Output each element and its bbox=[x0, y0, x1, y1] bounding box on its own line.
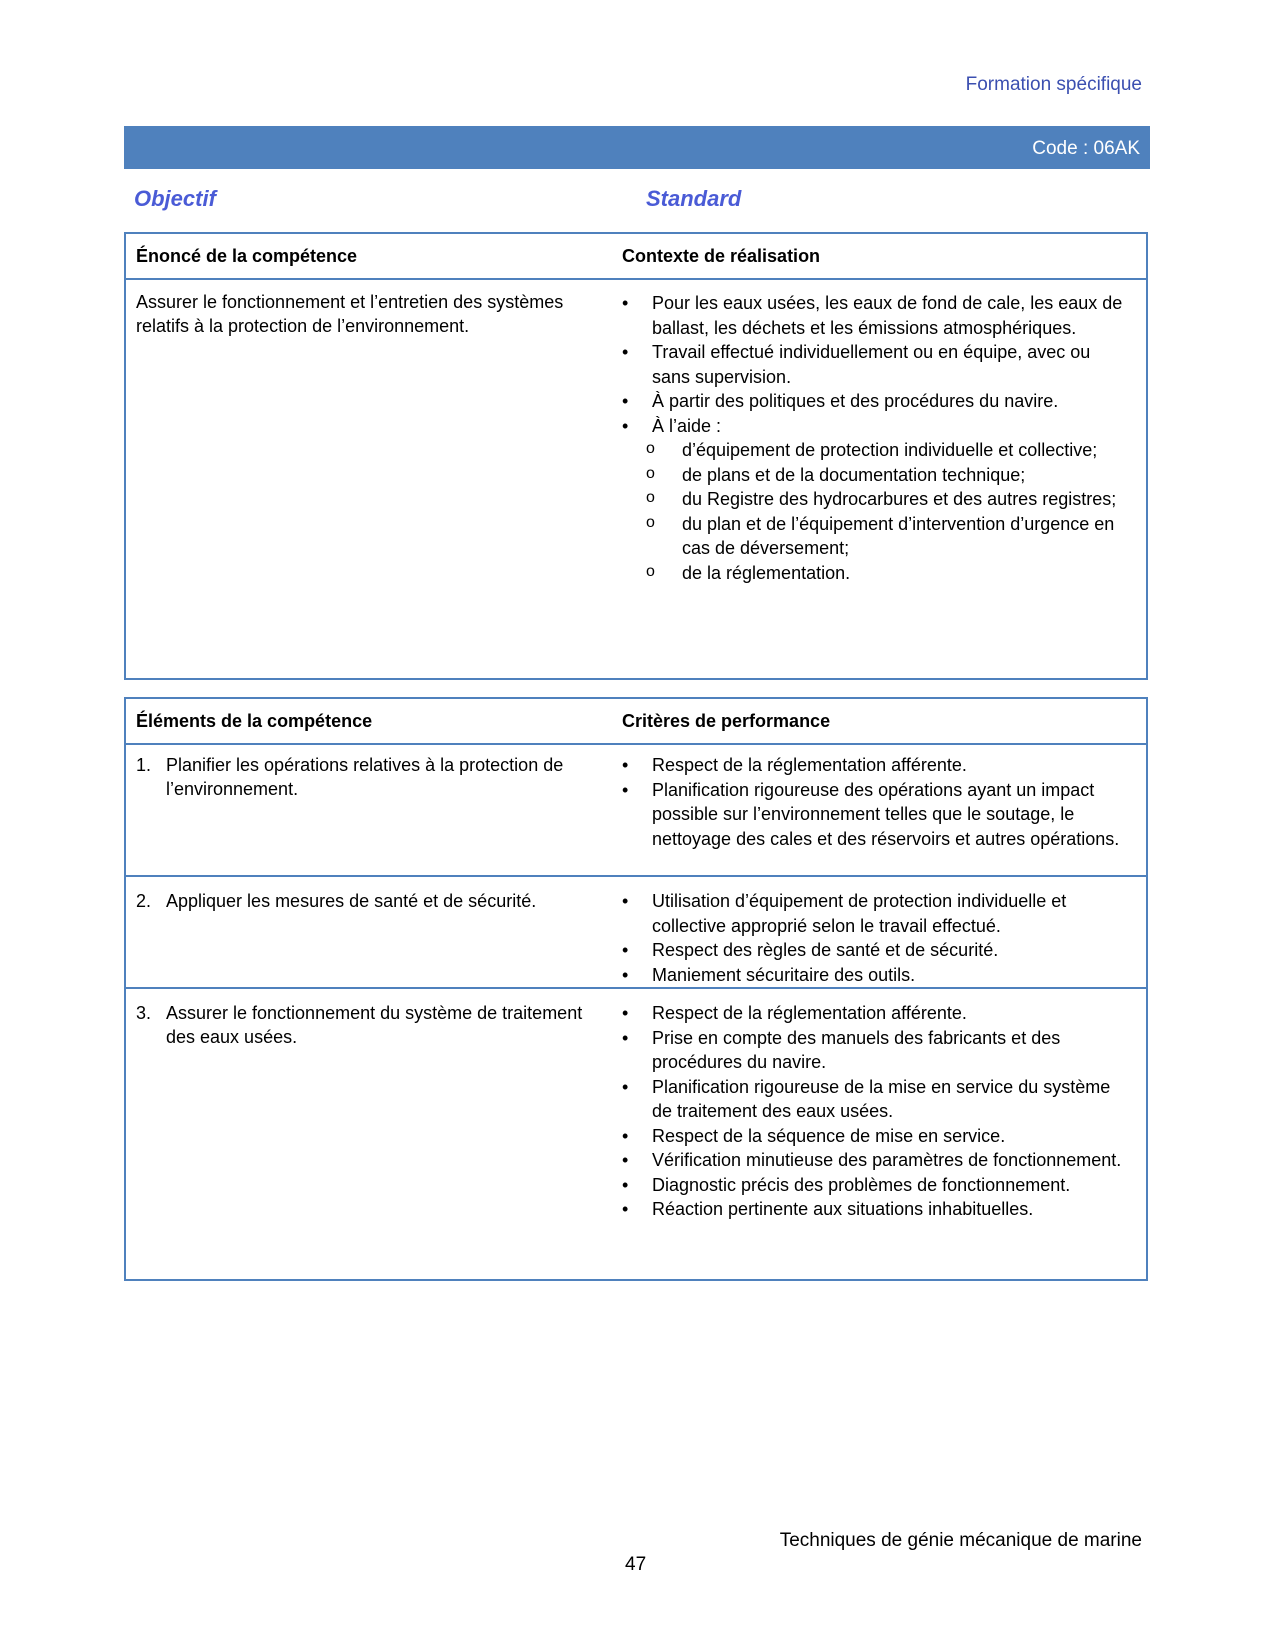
competency-statement-table bbox=[124, 232, 1148, 680]
criterion-item: • Respect de la réglementation afférente. bbox=[622, 753, 1132, 778]
standard-title: Standard bbox=[646, 186, 742, 211]
element-text: Planifier les opérations relatives à la protection de l’environnement. bbox=[166, 755, 564, 799]
criterion-item: • Respect de la réglementation afférente. bbox=[622, 1001, 1132, 1026]
criterion-item: • Réaction pertinente aux situations inhabituelles. bbox=[622, 1197, 1132, 1222]
context-item: • À partir des politiques et des procédures du navire. bbox=[622, 389, 1132, 414]
code-bar bbox=[124, 126, 1150, 169]
element-number: 3. bbox=[136, 1003, 152, 1023]
context-subitem: o du Registre des hydrocarbures et des autres registres; bbox=[622, 487, 1132, 512]
context-list bbox=[622, 291, 1132, 585]
table-row-element bbox=[136, 753, 606, 801]
table-row-element bbox=[136, 1001, 606, 1049]
context-item bbox=[622, 414, 1132, 586]
header-title: Formation spécifique bbox=[965, 74, 1142, 95]
context-header: Contexte de réalisation bbox=[622, 246, 821, 266]
element-number: 1. bbox=[136, 755, 152, 775]
course-code: Code : 06AK bbox=[1032, 138, 1140, 159]
criterion-item: • Planification rigoureuse de la mise en service du système de traitement des eaux usées. bbox=[622, 1075, 1132, 1124]
element-text: Assurer le fonctionnement du système de traitement des eaux usées. bbox=[166, 1003, 583, 1047]
context-subitem: o du plan et de l’équipement d’intervention d’urgence en cas de déversement; bbox=[622, 512, 1132, 561]
row-divider bbox=[126, 875, 1146, 877]
header-divider bbox=[126, 743, 1146, 745]
elements-header: Éléments de la compétence bbox=[136, 711, 373, 731]
criteria-header: Critères de performance bbox=[622, 711, 831, 731]
criterion-item: • Planification rigoureuse des opérations ayant un impact possible sur l’environnement telles que le soutage, le nettoyage des cales et des réservoirs et autres opérations. bbox=[622, 778, 1132, 852]
competency-statement: Assurer le fonctionnement et l’entretien des systèmes relatifs à la protection de l’environnement. bbox=[136, 292, 564, 336]
criterion-item: • Respect des règles de santé et de sécurité. bbox=[622, 938, 1132, 963]
criterion-item: • Vérification minutieuse des paramètres de fonctionnement. bbox=[622, 1148, 1132, 1173]
table-row-element bbox=[136, 889, 606, 913]
criterion-item: • Respect de la séquence de mise en service. bbox=[622, 1124, 1132, 1149]
context-item: • Travail effectué individuellement ou en équipe, avec ou sans supervision. bbox=[622, 340, 1132, 389]
criterion-item: • Diagnostic précis des problèmes de fonctionnement. bbox=[622, 1173, 1132, 1198]
context-subitem: o d’équipement de protection individuelle et collective; bbox=[622, 438, 1132, 463]
page-number: 47 bbox=[625, 1554, 647, 1575]
footer-program: Techniques de génie mécanique de marine bbox=[779, 1530, 1142, 1551]
header-divider bbox=[126, 278, 1146, 280]
context-item-label: À l’aide : bbox=[652, 415, 722, 436]
performance-criteria-table bbox=[124, 697, 1148, 1281]
table-row-criteria bbox=[622, 889, 1132, 987]
criterion-item: • Prise en compte des manuels des fabricants et des procédures du navire. bbox=[622, 1026, 1132, 1075]
statement-header: Énoncé de la compétence bbox=[136, 246, 358, 266]
section-titles bbox=[134, 186, 1144, 214]
objective-title: Objectif bbox=[134, 186, 216, 211]
criterion-item: • Utilisation d’équipement de protection individuelle et collective approprié selon le travail effectué. bbox=[622, 889, 1132, 938]
table-row-criteria bbox=[622, 753, 1132, 851]
context-item: • Pour les eaux usées, les eaux de fond de cale, les eaux de ballast, les déchets et les émissions atmosphériques. bbox=[622, 291, 1132, 340]
row-divider bbox=[126, 987, 1146, 989]
element-text: Appliquer les mesures de santé et de sécurité. bbox=[166, 891, 537, 911]
criterion-item: • Maniement sécuritaire des outils. bbox=[622, 963, 1132, 988]
context-subitem: o de la réglementation. bbox=[622, 561, 1132, 586]
context-subitem: o de plans et de la documentation technique; bbox=[622, 463, 1132, 488]
table-row-criteria bbox=[622, 1001, 1132, 1222]
element-number: 2. bbox=[136, 891, 152, 911]
